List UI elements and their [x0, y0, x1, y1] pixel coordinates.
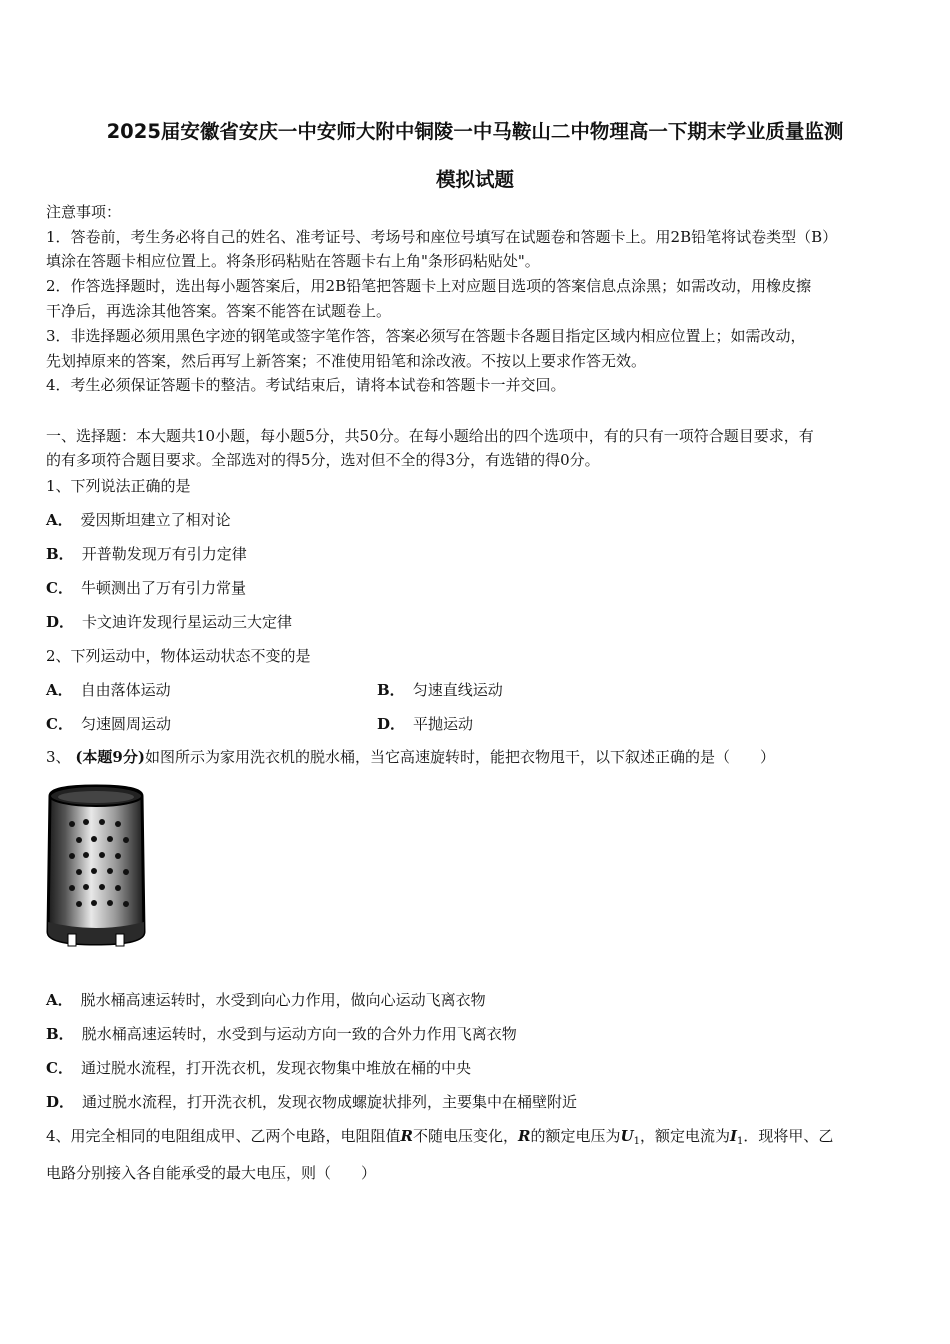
q3-option-a: A． 脱水桶高速运转时，水受到向心力作用，做向心运动飞离衣物 — [46, 991, 486, 1009]
q2-stem: 2、下列运动中，物体运动状态不变的是 — [46, 647, 311, 665]
q2-option-c: C． 匀速圆周运动 — [46, 715, 171, 733]
notice-line: 2．作答选择题时，选出每小题答案后，用2B铅笔把答题卡上对应题目选项的答案信息点涂黑；如需改动，用橡皮擦 — [46, 277, 812, 295]
notice-line: 先划掉原来的答案，然后再写上新答案；不准使用铅笔和涂改液。不按以上要求作答无效。 — [46, 352, 647, 370]
q4-stem: 4、用完全相同的电阻组成甲、乙两个电路，电阻阻值R不随电压变化，R的额定电压为$U_1$，额定电流为$I_1$．现将甲、乙 — [46, 1127, 834, 1147]
q1-option-a: A． 爱因斯坦建立了相对论 — [46, 511, 231, 529]
notice-line: 3．非选择题必须用黑色字迹的钢笔或签字笔作答，答案必须写在答题卡各题目指定区域内相应位置上；如需改动， — [46, 327, 806, 345]
section-heading-cont: 的有多项符合题目要求。全部选对的得5分，选对但不全的得3分，有选错的得0分。 — [46, 451, 600, 469]
q3-option-b: B． 脱水桶高速运转时，水受到与运动方向一致的合外力作用飞离衣物 — [46, 1025, 517, 1043]
q1-stem: 1、下列说法正确的是 — [46, 477, 191, 495]
section-heading: 一、选择题：本大题共10小题，每小题5分，共50分。在每小题给出的四个选项中，有的只有一项符合题目要求，有 — [46, 427, 814, 445]
q2-option-d: D． 平抛运动 — [377, 715, 474, 733]
doc-title-line2: 模拟试题 — [435, 168, 514, 191]
q2-option-b: B． 匀速直线运动 — [377, 681, 503, 699]
notice-line: 填涂在答题卡相应位置上。将条形码粘贴在答题卡右上角"条形码粘贴处"。 — [46, 252, 540, 270]
notice-line: 干净后，再选涂其他答案。答案不能答在试题卷上。 — [46, 302, 392, 320]
notice-line: 4．考生必须保证答题卡的整洁。考试结束后，请将本试卷和答题卡一并交回。 — [46, 376, 566, 394]
q1-option-c: C． 牛顿测出了万有引力常量 — [46, 579, 246, 597]
spin-dryer-tub-image — [46, 782, 146, 950]
q1-option-b: B． 开普勒发现万有引力定律 — [46, 545, 247, 563]
doc-title-line1: 2025届安徽省安庆一中安师大附中铜陵一中马鞍山二中物理高一下期末学业质量监测 — [106, 120, 844, 143]
notice-line: 1．答卷前，考生务必将自己的姓名、准考证号、考场号和座位号填写在试题卷和答题卡上。用2B铅笔将试卷类型（B） — [46, 228, 838, 246]
q4-stem-cont: 电路分别接入各自能承受的最大电压，则（ ） — [46, 1164, 377, 1182]
q3-stem: 3、 (本题9分)如图所示为家用洗衣机的脱水桶，当它高速旋转时，能把衣物甩干，以下叙述正确的是（ ） — [46, 748, 775, 766]
q1-option-d: D． 卡文迪许发现行星运动三大定律 — [46, 613, 293, 631]
notice-heading: 注意事项： — [46, 203, 122, 221]
q3-option-d: D． 通过脱水流程，打开洗衣机，发现衣物成螺旋状排列，主要集中在桶壁附近 — [46, 1093, 578, 1111]
q3-option-c: C． 通过脱水流程，打开洗衣机，发现衣物集中堆放在桶的中央 — [46, 1059, 471, 1077]
q2-option-a: A． 自由落体运动 — [46, 681, 171, 699]
